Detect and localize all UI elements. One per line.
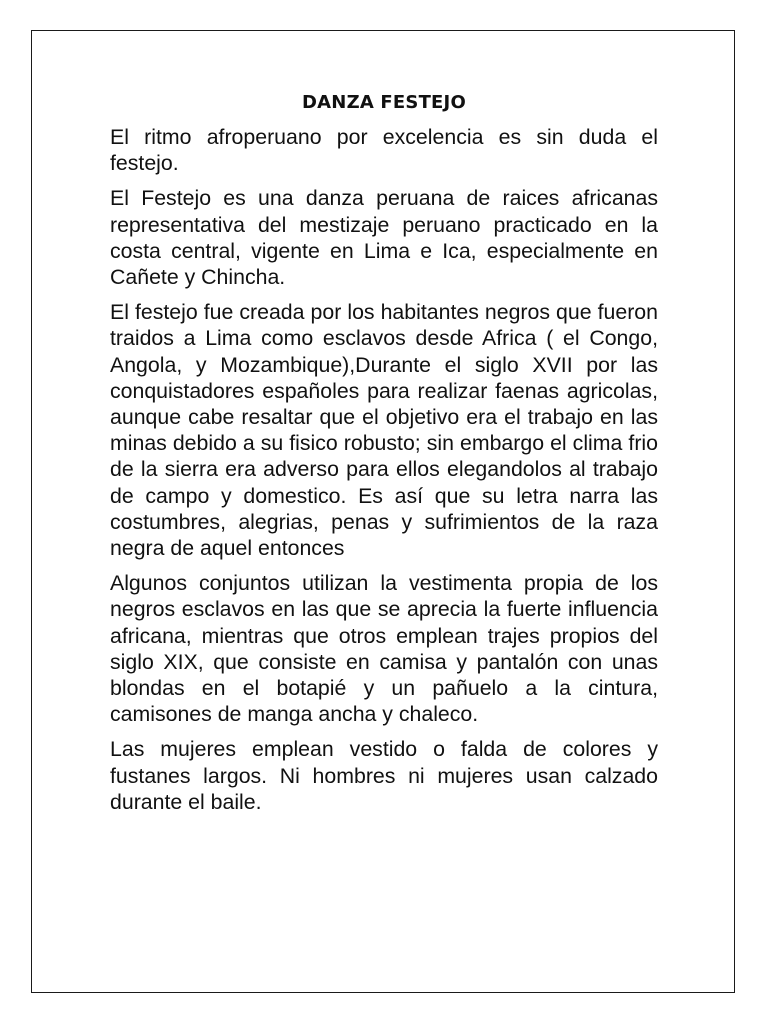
paragraph-intro: El ritmo afroperuano por excelencia es sin duda el festejo. <box>110 125 658 176</box>
paragraph-women: Las mujeres emplean vestido o falda de colores y fustanes largos. Ni hombres ni mujeres usan calzado durante el baile. <box>110 737 658 814</box>
page-border <box>31 30 735 993</box>
document-body <box>110 89 658 824</box>
paragraph-costume: Algunos conjuntos utilizan la vestimenta propia de los negros esclavos en las que se aprecia la fuerte influencia africana, mientras que otros emplean trajes propios del siglo XIX, que consiste en camisa y pantalón con unas blondas en el botapié y un pañuelo a la cintura, camisones de manga ancha y chaleco. <box>110 571 658 727</box>
document-title: DANZA FESTEJO <box>302 92 466 113</box>
paragraph-description: El Festejo es una danza peruana de raices africanas representativa del mestizaje peruano practicado en la costa central, vigente en Lima e Ica, especialmente en Cañete y Chincha. <box>110 186 658 290</box>
paragraph-origin: El festejo fue creada por los habitantes negros que fueron traidos a Lima como esclavos desde Africa ( el Congo, Angola, y Mozambique),Durante el siglo XVII por las conquistadores españoles para realizar faenas agricolas, aunque cabe resaltar que el objetivo era el trabajo en las minas debido a su fisico robusto; sin embargo el clima frio de la sierra era adverso para ellos elegandolos al trabajo de campo y domestico. Es así que su letra narra las costumbres, alegrias, penas y sufrimientos de la raza negra de aquel entonces <box>110 300 658 561</box>
